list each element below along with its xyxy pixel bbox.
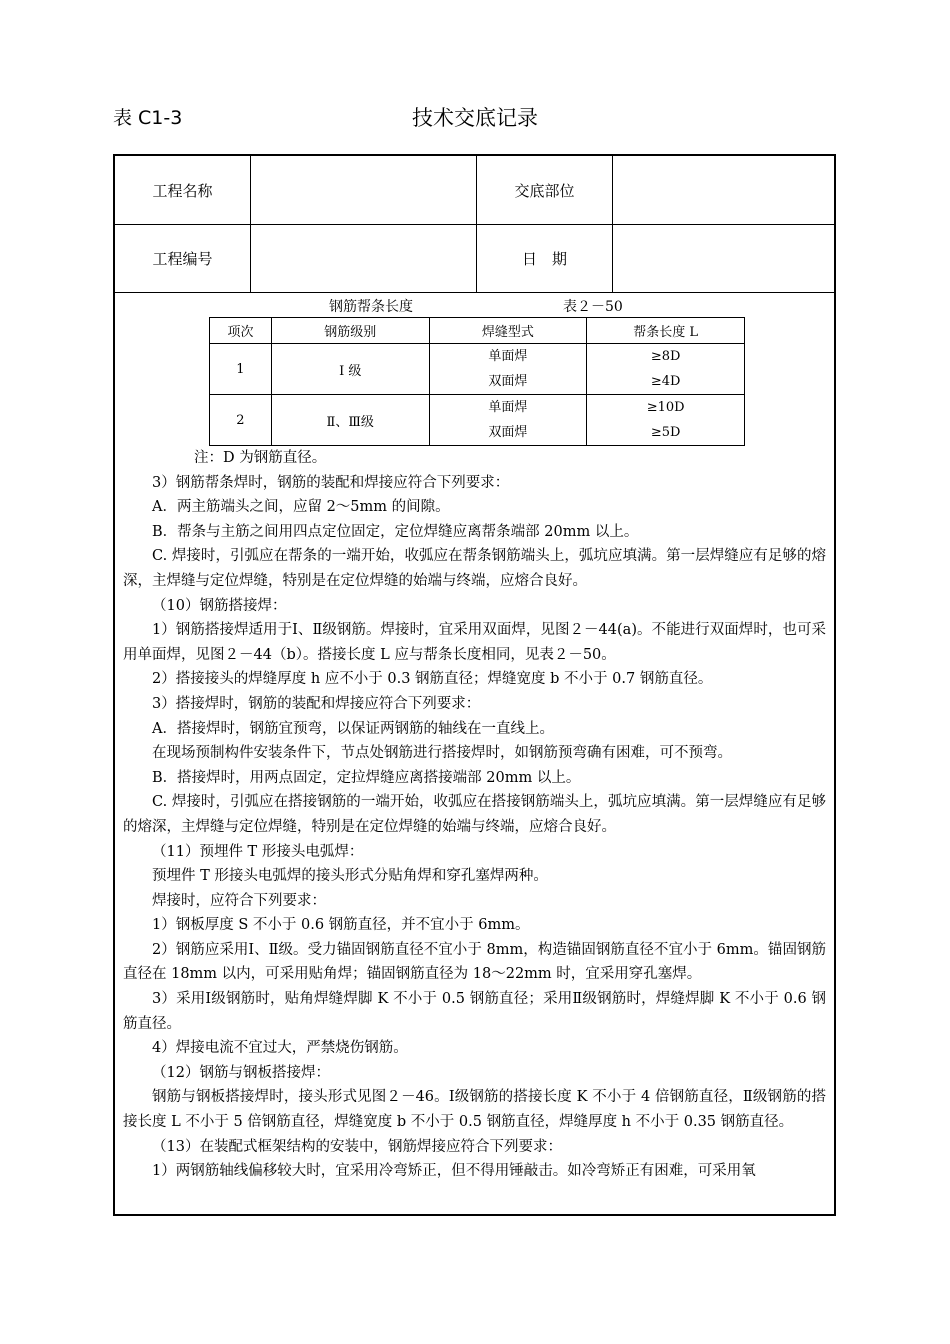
paragraph: C. 焊接时，引弧应在搭接钢筋的一端开始，收弧应在搭接钢筋端头上，弧坑应填满。第一层焊缝应有足够的熔深，主焊缝与定位焊缝，特别是在定位焊缝的始端与终端，应熔合良好。 <box>123 794 826 835</box>
paragraph: 1）两钢筋轴线偏移较大时，宜采用冷弯矫正，但不得用锤敲击。如冷弯矫正有困难，可采用氧 <box>152 1163 756 1180</box>
handover-part-field[interactable] <box>613 156 834 224</box>
row-lengths <box>587 344 745 395</box>
paragraph: A．两主筋端头之间，应留 2～5mm 的间隙。 <box>152 499 450 516</box>
record-frame <box>113 154 836 1216</box>
weld-type: 双面焊 <box>488 425 528 440</box>
table-row <box>210 395 745 446</box>
table-number: 表２－50 <box>563 299 623 315</box>
paragraph: 焊接时，应符合下列要求： <box>152 892 326 909</box>
paragraph: 在现场预制构件安装条件下，节点处钢筋进行搭接焊时，如钢筋预弯确有困难，可不预弯。 <box>152 745 732 762</box>
paragraph: 预埋件 T 形接头电弧焊的接头形式分贴角焊和穿孔塞焊两种。 <box>152 868 548 885</box>
paragraph: 1）钢板厚度 S 不小于 0.6 钢筋直径，并不宜小于 6mm。 <box>152 917 530 934</box>
section-heading: （10）钢筋搭接焊： <box>152 597 287 614</box>
paragraph: B．搭接焊时，用两点固定，定拉焊缝应离搭接端部 20mm 以上。 <box>152 769 581 786</box>
instruction-body <box>123 446 826 1184</box>
splice-length: ≥4D <box>650 374 681 389</box>
row-grade: Ⅰ 级 <box>271 344 429 395</box>
row-no: 1 <box>210 344 272 395</box>
paragraph: 2）搭接接头的焊缝厚度 h 应不小于 0.3 钢筋直径；焊缝宽度 b 不小于 0.7 钢筋直径。 <box>152 671 713 688</box>
paragraph: 3）采用Ⅰ级钢筋时，贴角焊缝焊脚 K 不小于 0.5 钢筋直径；采用Ⅱ级钢筋时，焊缝焊脚 K 不小于 0.6 钢筋直径。 <box>123 991 826 1032</box>
row-weld-types <box>429 395 587 446</box>
weld-type: 单面焊 <box>488 349 528 364</box>
project-name-label: 工程名称 <box>115 156 251 224</box>
row-lengths <box>587 395 745 446</box>
splice-length: ≥8D <box>650 349 681 364</box>
paragraph: B．帮条与主筋之间用四点定位固定，定位焊缝应离帮条端部 20mm 以上。 <box>152 523 639 540</box>
table-header-row <box>210 318 745 344</box>
paragraph: 3）钢筋帮条焊时，钢筋的装配和焊接应符合下列要求： <box>152 474 510 491</box>
splice-length: ≥10D <box>646 400 685 415</box>
paragraph: 4）焊接电流不宜过大，严禁烧伤钢筋。 <box>152 1040 408 1057</box>
paragraph: A．搭接焊时，钢筋宜预弯，以保证两钢筋的轴线在一直线上。 <box>152 720 554 737</box>
section-heading: （13）在装配式框架结构的安装中，钢筋焊接应符合下列要求： <box>152 1138 562 1155</box>
header-row-1 <box>115 156 834 225</box>
row-grade: Ⅱ、Ⅲ级 <box>271 395 429 446</box>
table-row <box>210 344 745 395</box>
table-note: 注：D 为钢筋直径。 <box>194 450 327 466</box>
section-heading: （12）钢筋与钢板搭接焊： <box>152 1064 330 1081</box>
row-weld-types <box>429 344 587 395</box>
section-heading: （11）预埋件 T 形接头电弧焊： <box>152 843 364 860</box>
handover-part-label: 交底部位 <box>477 156 613 224</box>
col-header-grade: 钢筋级别 <box>271 318 429 344</box>
project-name-field[interactable] <box>251 156 477 224</box>
splice-length-table <box>209 317 745 446</box>
col-header-no: 项次 <box>210 318 272 344</box>
form-id: 表 C1-3 <box>113 107 183 129</box>
header-row-2 <box>115 224 834 293</box>
paragraph: 2）钢筋应采用Ⅰ、Ⅱ级。受力锚固钢筋直径不宜小于 8mm，构造锚固钢筋直径不宜小于 6mm。锚固钢筋直径在 18mm 以内，可采用贴角焊；锚固钢筋直径为 18～22mm 时，宜采用穿孔塞焊。 <box>123 941 826 983</box>
form-title: 技术交底记录 <box>412 106 538 130</box>
weld-type: 单面焊 <box>488 400 528 415</box>
date-field[interactable] <box>613 224 834 292</box>
project-number-label: 工程编号 <box>115 224 251 292</box>
project-number-field[interactable] <box>251 224 477 292</box>
paragraph: C. 焊接时，引弧应在帮条的一端开始，收弧应在帮条钢筋端头上，弧坑应填满。第一层焊缝应有足够的熔深，主焊缝与定位焊缝，特别是在定位焊缝的始端与终端，应熔合良好。 <box>123 548 826 589</box>
paragraph: 钢筋与钢板搭接焊时，接头形式见图２－46。Ⅰ级钢筋的搭接长度 K 不小于 4 倍钢筋直径，Ⅱ级钢筋的搭接长度 L 不小于 5 倍钢筋直径，焊缝宽度 b 不小于 0.5 钢筋直径，焊缝厚度 h 不小于 0.35 钢筋直径。 <box>123 1089 826 1131</box>
date-label: 日 期 <box>477 224 613 292</box>
table-caption: 钢筋帮条长度 <box>329 299 413 315</box>
row-no: 2 <box>210 395 272 446</box>
paragraph: 1）钢筋搭接焊适用于Ⅰ、Ⅱ级钢筋。焊接时，宜采用双面焊，见图２－44(a)。不能进行双面焊时，也可采用单面焊，见图２－44（b）。搭接长度 L 应与帮条长度相同，见表２－50。 <box>123 622 826 663</box>
weld-type: 双面焊 <box>488 374 528 389</box>
col-header-weld-type: 焊缝型式 <box>429 318 587 344</box>
paragraph: 3）搭接焊时，钢筋的装配和焊接应符合下列要求： <box>152 695 481 712</box>
splice-length: ≥5D <box>650 425 681 440</box>
col-header-length: 帮条长度 L <box>587 318 745 344</box>
